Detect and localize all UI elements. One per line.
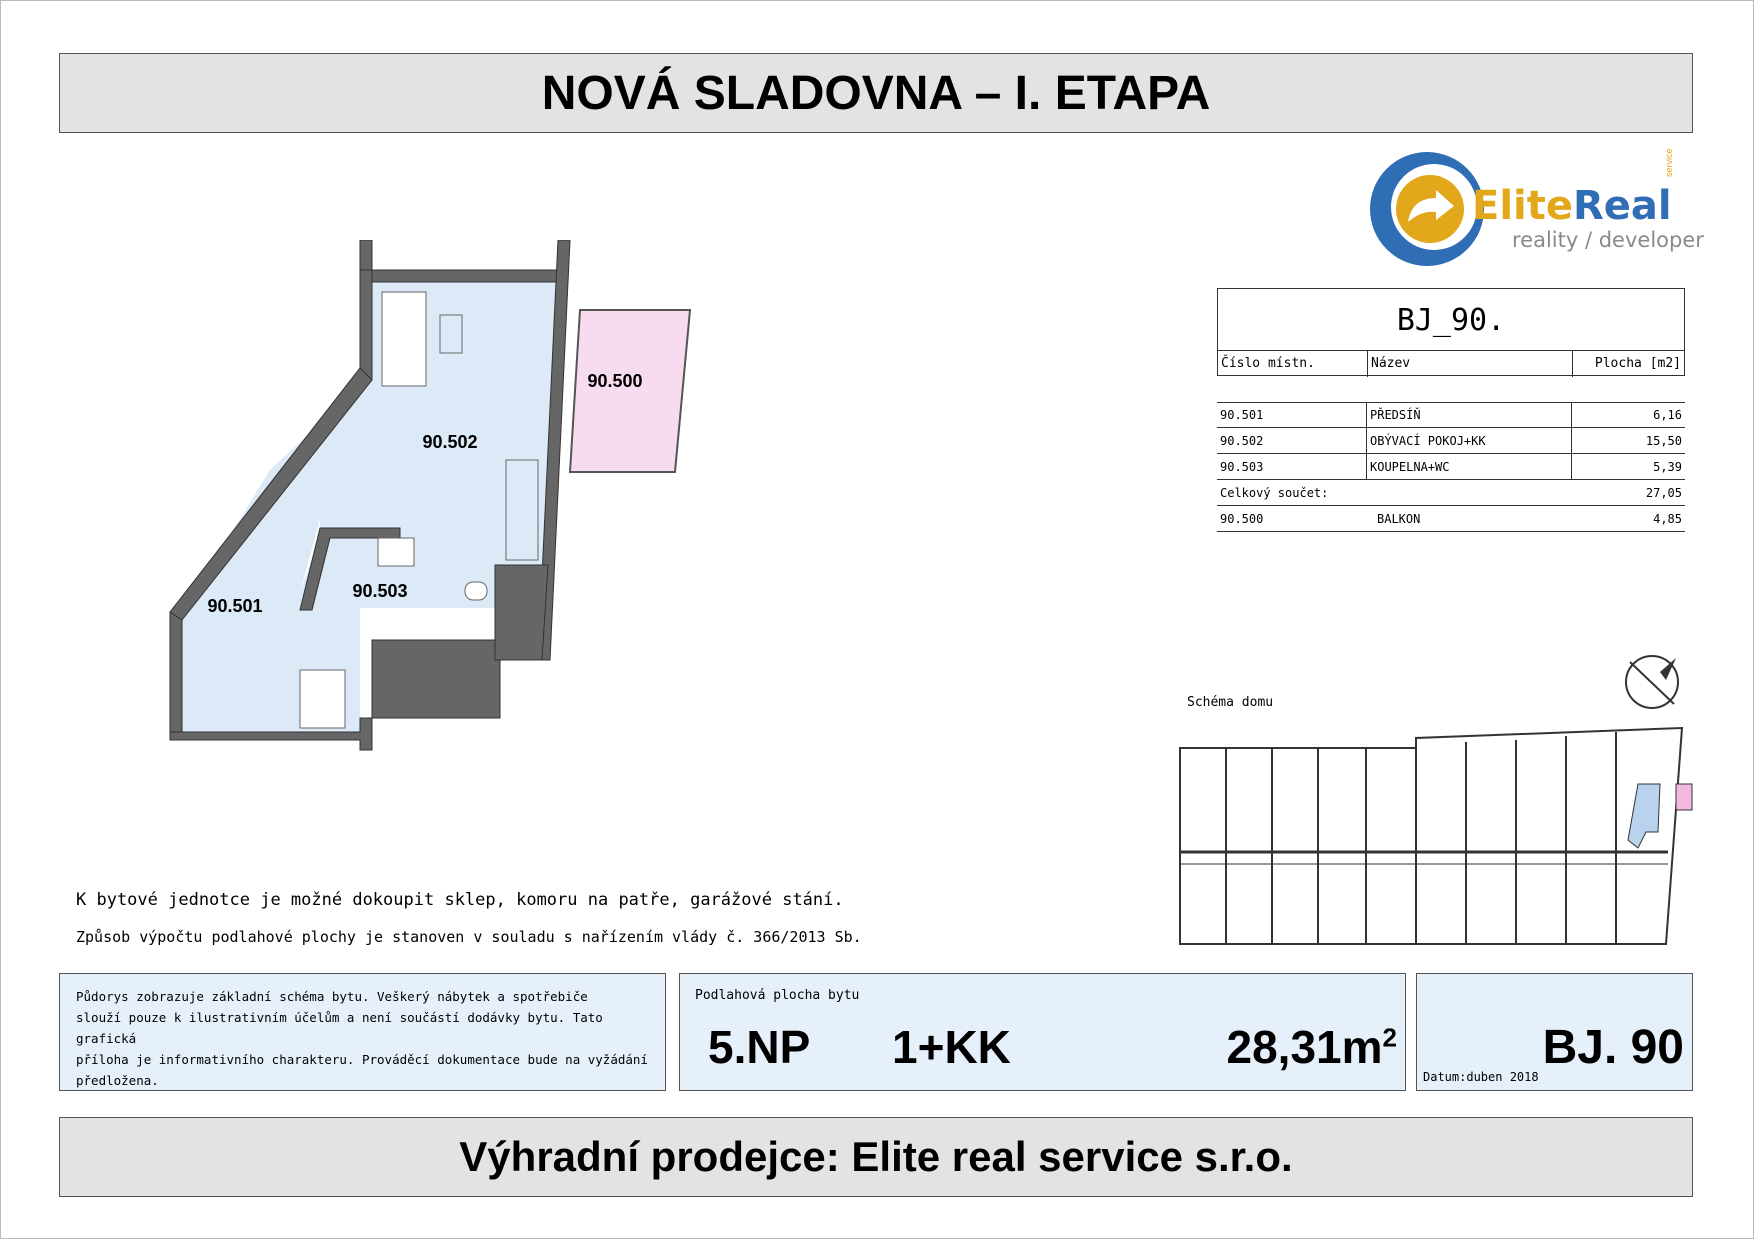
room-id: 90.501 bbox=[1217, 403, 1367, 427]
wall-north bbox=[360, 240, 568, 282]
logo-subtitle: reality / developer bbox=[1512, 228, 1704, 252]
total-value: 27,05 bbox=[1645, 485, 1682, 500]
wall-west-upper bbox=[360, 270, 372, 380]
table-row bbox=[1217, 428, 1685, 454]
col-room-name: Název bbox=[1368, 351, 1573, 377]
col-room-number: Číslo místn. bbox=[1218, 351, 1368, 377]
floor-plan bbox=[150, 240, 710, 780]
room-label-90-503: 90.503 bbox=[352, 581, 408, 601]
disclaimer-panel bbox=[59, 973, 666, 1091]
schema-label: Schéma domu bbox=[1187, 695, 1274, 710]
room-name: PŘEDSÍŇ bbox=[1367, 403, 1572, 427]
unit-panel bbox=[1416, 973, 1693, 1091]
disclaimer-line: příloha je informativního charakteru. Prováděcí dokumentace bude na vyžádání bbox=[76, 1052, 648, 1067]
page-title: NOVÁ SLADOVNA – I. ETAPA bbox=[59, 53, 1693, 133]
balcony-area-shape bbox=[570, 310, 690, 472]
wall-bathroom-east bbox=[495, 565, 548, 660]
compass-icon bbox=[1620, 650, 1684, 714]
building-schema bbox=[1176, 724, 1696, 950]
unit-table-columns bbox=[1218, 350, 1684, 377]
rooms-table bbox=[1217, 402, 1685, 532]
balcony-name: BALKON bbox=[1377, 511, 1421, 526]
room-label-90-502: 90.502 bbox=[422, 432, 478, 452]
disclaimer-line: slouží pouze k ilustrativním účelům a není součástí dodávky bytu. Tato grafická bbox=[76, 1010, 603, 1046]
total-row bbox=[1217, 480, 1685, 506]
floor-area-label: Podlahová plocha bytu bbox=[695, 988, 860, 1003]
disclaimer-line: Půdorys zobrazuje základní schéma bytu. Veškerý nábytek a spotřebiče bbox=[76, 989, 588, 1004]
footer-seller: Výhradní prodejce: Elite real service s.r.o. bbox=[59, 1117, 1693, 1197]
unit-layout: 1+KK bbox=[892, 1021, 1011, 1073]
summary-panel bbox=[679, 973, 1406, 1091]
note-purchase-options: K bytové jednotce je možné dokoupit sklep, komoru na patře, garážové stání. bbox=[76, 890, 844, 910]
wall-west-lower bbox=[170, 612, 182, 740]
logo-service-tag: service bbox=[1664, 148, 1674, 177]
sofa-icon bbox=[382, 292, 426, 386]
document-date: Datum:duben 2018 bbox=[1423, 1070, 1539, 1084]
floor-number: 5.NP bbox=[708, 1021, 811, 1073]
note-area-calculation: Způsob výpočtu podlahové plochy je stanoven v souladu s nařízením vlády č. 366/2013 Sb. bbox=[76, 928, 862, 946]
room-label-90-500: 90.500 bbox=[587, 371, 643, 391]
disclaimer-line: předložena. bbox=[76, 1073, 159, 1088]
toilet-icon bbox=[465, 582, 487, 600]
col-room-area: Plocha [m2] bbox=[1594, 356, 1681, 371]
building-outline bbox=[1180, 728, 1682, 944]
room-area: 5,39 bbox=[1653, 459, 1682, 474]
room-id: 90.502 bbox=[1217, 428, 1367, 453]
room-name: KOUPELNA+WC bbox=[1367, 454, 1572, 479]
shower-icon bbox=[300, 670, 345, 728]
room-id: 90.503 bbox=[1217, 454, 1367, 479]
balcony-id: 90.500 bbox=[1220, 511, 1264, 526]
balcony-area: 4,85 bbox=[1653, 511, 1682, 526]
logo-wordmark: EliteReal bbox=[1472, 183, 1672, 229]
room-area: 15,50 bbox=[1645, 433, 1682, 448]
unit-code: BJ_90. bbox=[1396, 303, 1506, 338]
unit-number: BJ. 90 bbox=[1542, 1021, 1684, 1074]
table-row bbox=[1217, 454, 1685, 480]
room-label-90-501: 90.501 bbox=[207, 596, 263, 616]
total-label: Celkový součet: bbox=[1220, 485, 1329, 500]
floor-area-value: $28,31m^2$ bbox=[1226, 1021, 1397, 1073]
room-area: 6,16 bbox=[1653, 408, 1682, 422]
highlighted-balcony bbox=[1676, 784, 1692, 810]
balcony-row bbox=[1217, 506, 1685, 532]
room-name: OBÝVACÍ POKOJ+KK bbox=[1367, 428, 1572, 453]
table-row bbox=[1217, 402, 1685, 428]
sink-icon bbox=[378, 538, 414, 566]
unit-table-header bbox=[1217, 288, 1685, 376]
